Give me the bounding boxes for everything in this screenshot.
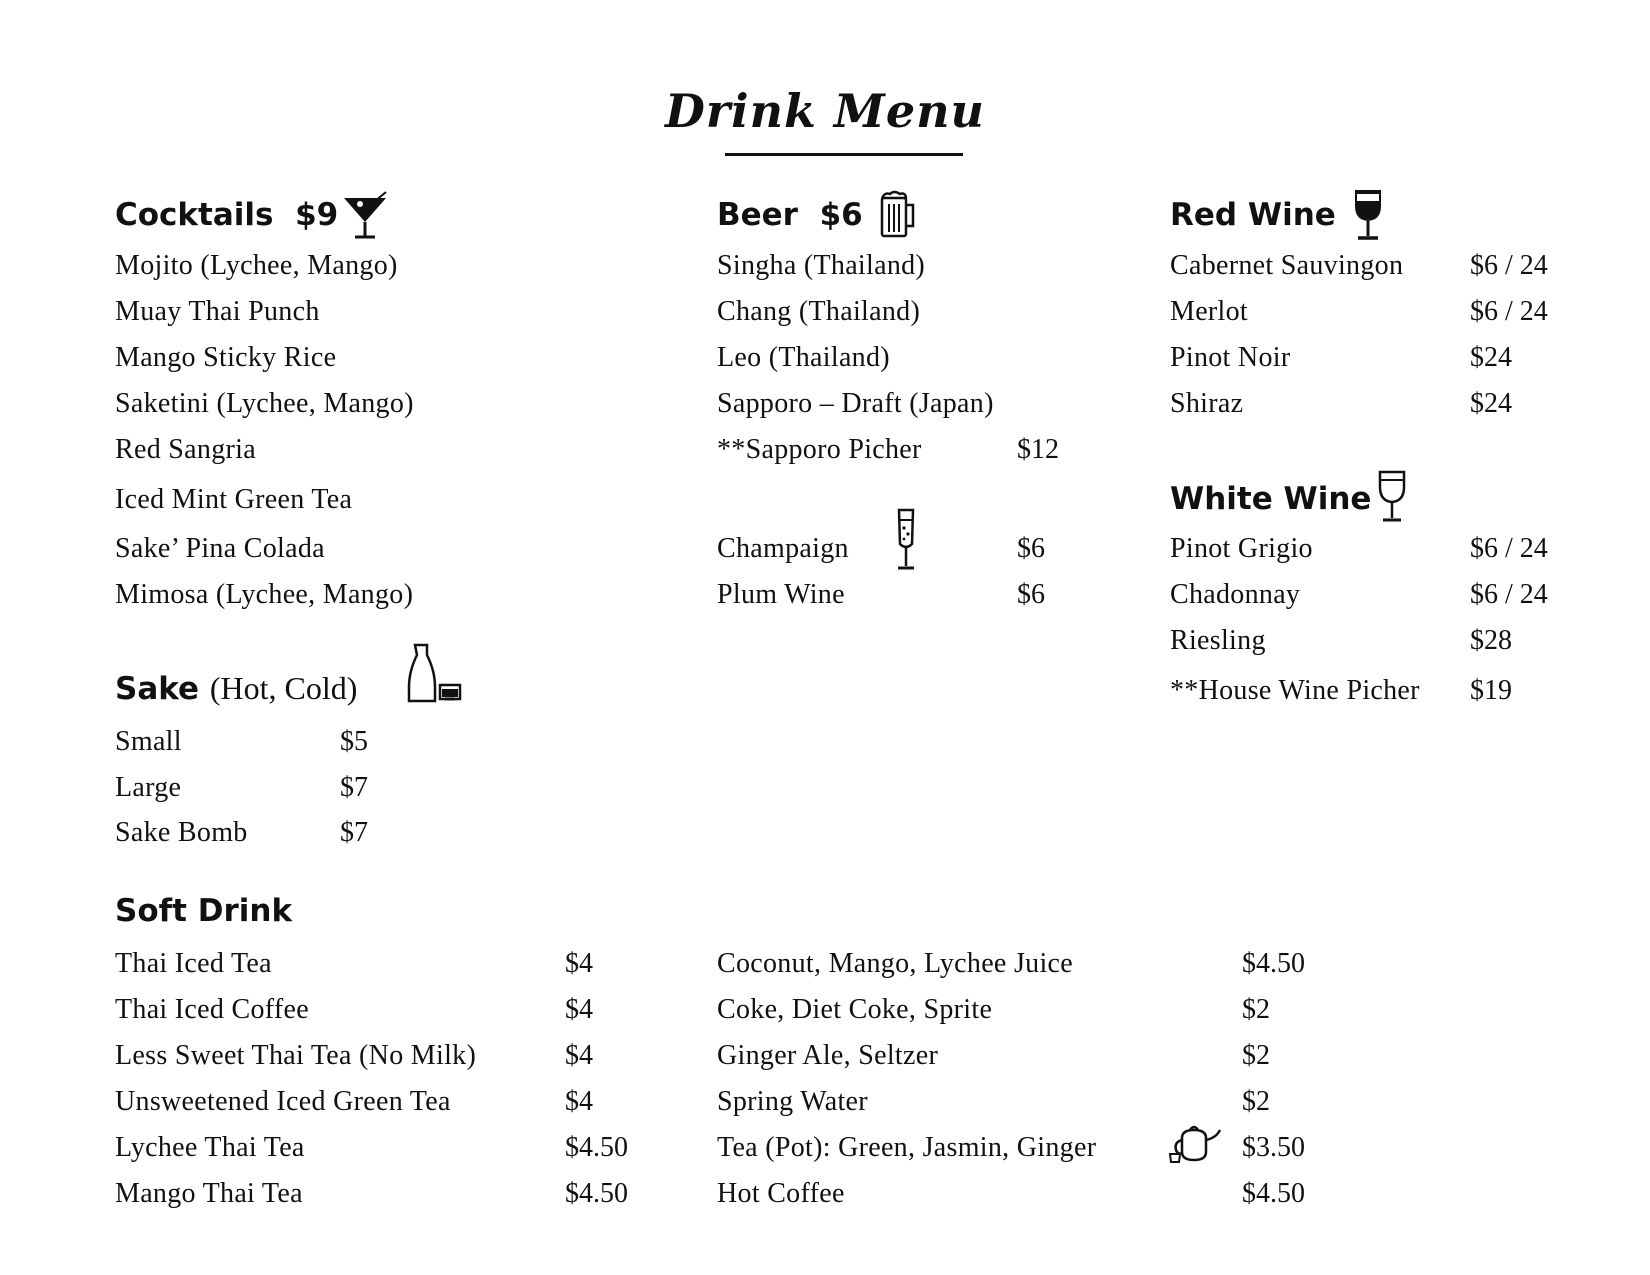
beer-title: Beer	[717, 197, 798, 233]
item-price: $6	[1017, 579, 1045, 610]
item-price: $24	[1470, 342, 1512, 373]
list-item: Lychee Thai Tea	[115, 1132, 305, 1163]
item-price: $4	[565, 948, 593, 979]
list-item: Hot Coffee	[717, 1178, 845, 1209]
list-item: Tea (Pot): Green, Jasmin, Ginger	[717, 1132, 1097, 1163]
list-item: Spring Water	[717, 1086, 868, 1117]
list-item: Thai Iced Tea	[115, 948, 272, 979]
item-price: $2	[1242, 994, 1270, 1025]
list-item: Riesling	[1170, 625, 1266, 656]
item-price: $19	[1470, 675, 1512, 706]
white-wine-glass-icon	[1377, 470, 1407, 524]
item-price: $2	[1242, 1040, 1270, 1071]
menu-title: Drink Menu	[664, 84, 985, 138]
beer-heading	[717, 197, 863, 233]
item-price: $3.50	[1242, 1132, 1305, 1163]
item-price: $4	[565, 1040, 593, 1071]
item-price: $6 / 24	[1470, 579, 1548, 610]
list-item: Coke, Diet Coke, Sprite	[717, 994, 993, 1025]
item-price: $2	[1242, 1086, 1270, 1117]
item-price: $28	[1470, 625, 1512, 656]
item-price: $7	[340, 772, 368, 803]
item-price: $4.50	[1242, 1178, 1305, 1209]
martini-glass-icon	[340, 190, 392, 242]
list-item: **House Wine Picher	[1170, 675, 1420, 706]
list-item: Pinot Grigio	[1170, 533, 1313, 564]
item-price: $4.50	[565, 1178, 628, 1209]
list-item: Sake Bomb	[115, 817, 248, 848]
list-item: Chang (Thailand)	[717, 296, 921, 327]
beer-price: $6	[819, 197, 863, 233]
list-item: Large	[115, 772, 182, 803]
list-item: Sake’ Pina Colada	[115, 533, 325, 564]
item-price: $6 / 24	[1470, 296, 1548, 327]
list-item: Plum Wine	[717, 579, 845, 610]
white-wine-heading: White Wine	[1170, 481, 1372, 517]
list-item: Ginger Ale, Seltzer	[717, 1040, 939, 1071]
item-price: $24	[1470, 388, 1512, 419]
list-item: **Sapporo Picher	[717, 434, 922, 465]
sake-bottle-icon	[407, 643, 465, 705]
list-item: Coconut, Mango, Lychee Juice	[717, 948, 1073, 979]
list-item: Thai Iced Coffee	[115, 994, 309, 1025]
red-wine-glass-icon	[1352, 188, 1384, 242]
item-price: $4.50	[1242, 948, 1305, 979]
item-price: $5	[340, 726, 368, 757]
list-item: Shiraz	[1170, 388, 1244, 419]
item-price: $4	[565, 1086, 593, 1117]
item-price: $4	[565, 994, 593, 1025]
list-item: Singha (Thailand)	[717, 250, 926, 281]
cocktails-heading	[115, 197, 339, 233]
list-item: Sapporo – Draft (Japan)	[717, 388, 994, 419]
list-item: Cabernet Sauvingon	[1170, 250, 1404, 281]
list-item: Less Sweet Thai Tea (No Milk)	[115, 1040, 477, 1071]
item-price: $6 / 24	[1470, 533, 1548, 564]
list-item: Mango Sticky Rice	[115, 342, 337, 373]
list-item: Iced Mint Green Tea	[115, 484, 353, 515]
red-wine-heading: Red Wine	[1170, 197, 1336, 233]
list-item: Red Sangria	[115, 434, 256, 465]
champagne-flute-icon	[893, 508, 919, 574]
sake-heading	[115, 672, 357, 705]
list-item: Chadonnay	[1170, 579, 1301, 610]
item-price: $7	[340, 817, 368, 848]
list-item: Merlot	[1170, 296, 1249, 327]
list-item: Leo (Thailand)	[717, 342, 890, 373]
list-item: Pinot Noir	[1170, 342, 1291, 373]
list-item: Mimosa (Lychee, Mango)	[115, 579, 414, 610]
sake-title: Sake	[115, 671, 200, 707]
item-price: $6	[1017, 533, 1045, 564]
item-price: $12	[1017, 434, 1059, 465]
teapot-icon	[1168, 1122, 1226, 1164]
item-price: $6 / 24	[1470, 250, 1548, 281]
title-underline	[725, 153, 963, 156]
list-item: Mango Thai Tea	[115, 1178, 303, 1209]
list-item: Saketini (Lychee, Mango)	[115, 388, 414, 419]
list-item: Small	[115, 726, 182, 757]
list-item: Mojito (Lychee, Mango)	[115, 250, 398, 281]
list-item: Muay Thai Punch	[115, 296, 320, 327]
sake-subtitle: (Hot, Cold)	[209, 670, 358, 706]
item-price: $4.50	[565, 1132, 628, 1163]
cocktails-title: Cocktails	[115, 197, 274, 233]
list-item: Champaign	[717, 533, 849, 564]
list-item: Unsweetened Iced Green Tea	[115, 1086, 451, 1117]
beer-mug-icon	[878, 190, 918, 240]
cocktails-price: $9	[295, 197, 339, 233]
soft-drink-heading: Soft Drink	[115, 893, 293, 929]
